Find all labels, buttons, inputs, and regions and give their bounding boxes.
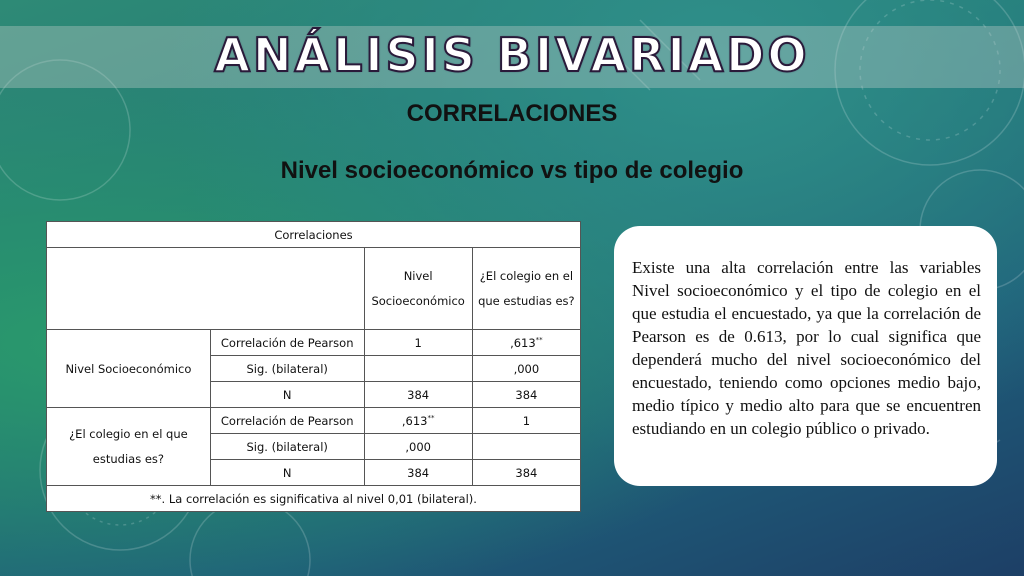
table-corner-cell xyxy=(47,248,365,330)
column-header-nivel: Nivel Socioeconómico xyxy=(364,248,472,330)
stat-label-pearson: Correlación de Pearson xyxy=(210,330,364,356)
cell-value: 1 xyxy=(472,408,580,434)
stat-label-n: N xyxy=(210,382,364,408)
cell-value: 384 xyxy=(364,382,472,408)
row-header-nivel: Nivel Socioeconómico xyxy=(47,330,211,408)
cell-value: ,000 xyxy=(364,434,472,460)
cell-value xyxy=(364,356,472,382)
cell-value-text: ,613 xyxy=(401,413,428,428)
table-caption: Correlaciones xyxy=(47,222,581,248)
cell-value: 1 xyxy=(364,330,472,356)
cell-value: 384 xyxy=(472,382,580,408)
significance-mark: ** xyxy=(535,335,543,344)
table-footnote: **. La correlación es significativa al nivel 0,01 (bilateral). xyxy=(47,486,581,512)
slide-subtitle: CORRELACIONES xyxy=(406,100,618,127)
interpretation-note: Existe una alta correlación entre las variables Nivel socioeconómico y el tipo de colegio en el que estudia el encuestado, ya que la correlación de Pearson es de 0.613, por lo cual significa que dependerá mucho del nivel socioeconómico del encuestado, teniendo como opciones medio bajo, medio típico y medio alto para que se encuentren estudiando en un colegio público o privado. xyxy=(614,226,997,486)
cell-value-text: ,613 xyxy=(510,335,536,350)
correlation-table xyxy=(46,221,581,512)
cell-value: ,000 xyxy=(472,356,580,382)
column-header-colegio: ¿El colegio en el que estudias es? xyxy=(472,248,580,330)
stat-label-sig: Sig. (bilateral) xyxy=(210,434,364,460)
slide-title: ANÁLISIS BIVARIADO xyxy=(214,28,810,82)
significance-mark: ** xyxy=(427,413,435,422)
stat-label-sig: Sig. (bilateral) xyxy=(210,356,364,382)
stat-label-n: N xyxy=(210,460,364,486)
cell-value: 384 xyxy=(364,460,472,486)
cell-value xyxy=(364,408,472,434)
cell-value: 384 xyxy=(472,460,580,486)
row-header-colegio: ¿El colegio en el que estudias es? xyxy=(47,408,211,486)
slide-heading: Nivel socioeconómico vs tipo de colegio xyxy=(280,157,744,184)
cell-value xyxy=(472,330,580,356)
stat-label-pearson: Correlación de Pearson xyxy=(210,408,364,434)
cell-value xyxy=(472,434,580,460)
